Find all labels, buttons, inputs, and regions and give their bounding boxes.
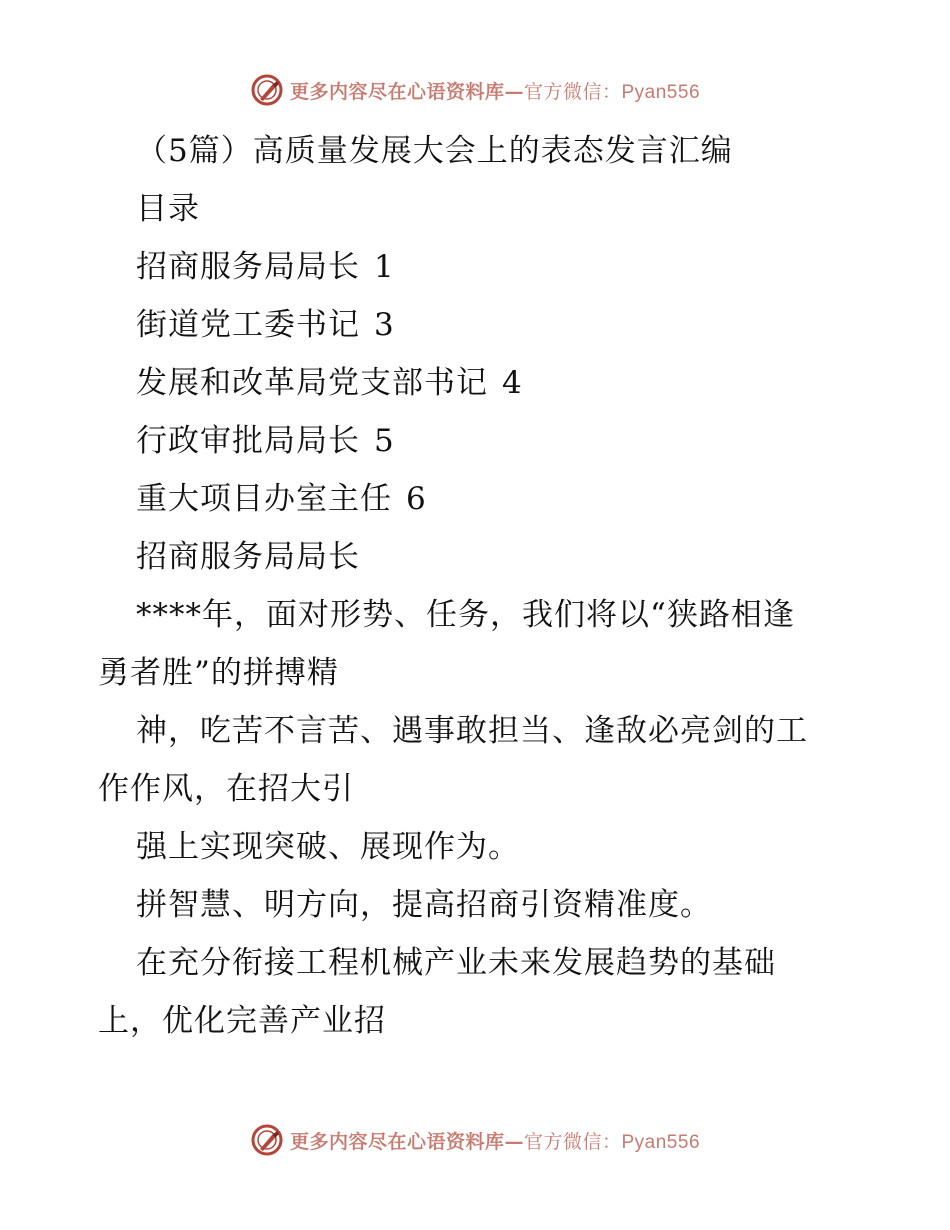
pen-nib-logo-icon: [250, 73, 284, 107]
pen-nib-logo-icon: [250, 1123, 284, 1157]
toc-heading: 目录: [136, 191, 200, 227]
body-line: 神，吃苦不言苦、遇事敢担当、逢敌必亮剑的工: [136, 713, 808, 749]
toc-entry: [98, 412, 858, 470]
toc-entry-page: 1: [374, 249, 395, 285]
toc-entry: [98, 238, 858, 296]
footer-watermark-dash: —: [504, 1130, 524, 1153]
toc-entry: [98, 470, 858, 528]
section-heading: 招商服务局局长: [136, 539, 360, 575]
toc-entry-label: 街道党工委书记: [136, 307, 360, 343]
toc-entry-page: 6: [406, 481, 427, 517]
header-watermark-text: [290, 77, 700, 104]
toc-entry-label: 发展和改革局党支部书记: [136, 365, 488, 401]
body-line: 拼智慧、明方向，提高招商引资精准度。: [136, 887, 712, 923]
toc-entry-page: 4: [502, 365, 523, 401]
footer-watermark-main: 更多内容尽在心语资料库: [289, 1130, 505, 1153]
document-body: [98, 122, 858, 1050]
body-line: 强上实现突破、展现作为。: [136, 829, 520, 865]
body-line: 作作风，在招大引: [98, 771, 354, 807]
toc-entry: [98, 296, 858, 354]
body-line: 在充分衔接工程机械产业未来发展趋势的基础: [136, 945, 776, 981]
body-line: 上，优化完善产业招: [98, 1003, 386, 1039]
header-watermark-dash: —: [504, 80, 524, 103]
toc-entry-label: 重大项目办室主任: [136, 481, 392, 517]
document-title: （5篇）高质量发展大会上的表态发言汇编: [136, 133, 733, 169]
footer-watermark-text: [290, 1127, 700, 1154]
footer-watermark-wechat: 官方微信：Pyan556: [524, 1131, 701, 1153]
header-watermark-main: 更多内容尽在心语资料库: [289, 80, 505, 103]
body-line: ****年，面对形势、任务，我们将以“狭路相逢: [136, 597, 795, 633]
toc-entry-label: 行政审批局局长: [136, 423, 360, 459]
toc-entry-page: 5: [374, 423, 395, 459]
header-watermark-wechat: 官方微信：Pyan556: [524, 81, 701, 103]
toc-entry-label: 招商服务局局长: [136, 249, 360, 285]
toc-entry: [98, 354, 858, 412]
body-line: 勇者胜”的拼搏精: [98, 655, 339, 691]
footer-watermark: [0, 1120, 950, 1160]
header-watermark: [0, 70, 950, 110]
toc-entry-page: 3: [374, 307, 395, 343]
